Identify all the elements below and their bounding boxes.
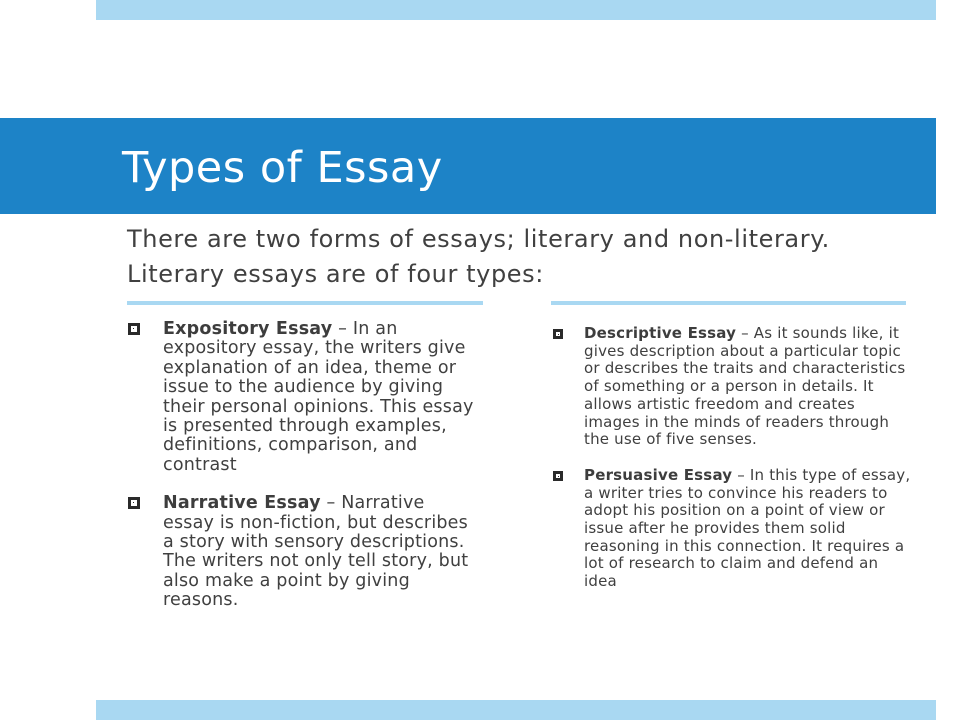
bullet-description: – As it sounds like, it gives description about a particular topic or describes the traits and characteristics of something or a person in details. It allows artistic freedom and creates images in the minds of readers through the use of five senses. xyxy=(584,324,906,449)
slide-subtitle: There are two forms of essays; literary and non-literary. Literary essays are of four types: xyxy=(127,225,830,288)
bullet-text xyxy=(163,494,478,610)
bullet-text xyxy=(584,467,913,591)
bullet-term: Persuasive Essay xyxy=(584,465,733,484)
left-column xyxy=(128,320,478,611)
bullet-term: Descriptive Essay xyxy=(584,324,737,342)
bullet-description: – In this type of essay, a writer tries to convince his readers to adopt his position on a point of view or issue after he provides them solid reasoning in this connection. It requires a lot of research to claim and defend an idea xyxy=(584,465,911,591)
square-bullet-icon xyxy=(128,323,140,335)
bottom-accent-strip xyxy=(96,700,936,720)
bullet-narrative-essay xyxy=(128,494,478,610)
bullet-term: Narrative Essay xyxy=(163,493,321,514)
bullet-text xyxy=(584,325,913,449)
left-column-divider xyxy=(127,301,483,305)
bullet-description: – Narrative essay is non-fiction, but describes a story with sensory descriptions. The writers not only tell story, but also make a point by giving reasons. xyxy=(163,493,469,611)
square-bullet-icon xyxy=(553,329,563,339)
slide-title: Types of Essay xyxy=(122,143,443,193)
top-accent-strip xyxy=(96,0,936,20)
square-bullet-icon xyxy=(553,471,563,481)
right-column-divider xyxy=(551,301,906,305)
bullet-description: – In an expository essay, the writers give explanation of an idea, theme or issue to the audience by giving their personal opinions. This essay is presented through examples, definitions, comparison, and contrast xyxy=(163,319,474,475)
square-bullet-icon xyxy=(128,497,140,509)
bullet-persuasive-essay xyxy=(553,467,913,591)
bullet-expository-essay xyxy=(128,320,478,475)
bullet-term: Expository Essay xyxy=(163,319,333,339)
bullet-descriptive-essay xyxy=(553,325,913,449)
bullet-text xyxy=(163,320,478,475)
right-column xyxy=(553,325,913,591)
